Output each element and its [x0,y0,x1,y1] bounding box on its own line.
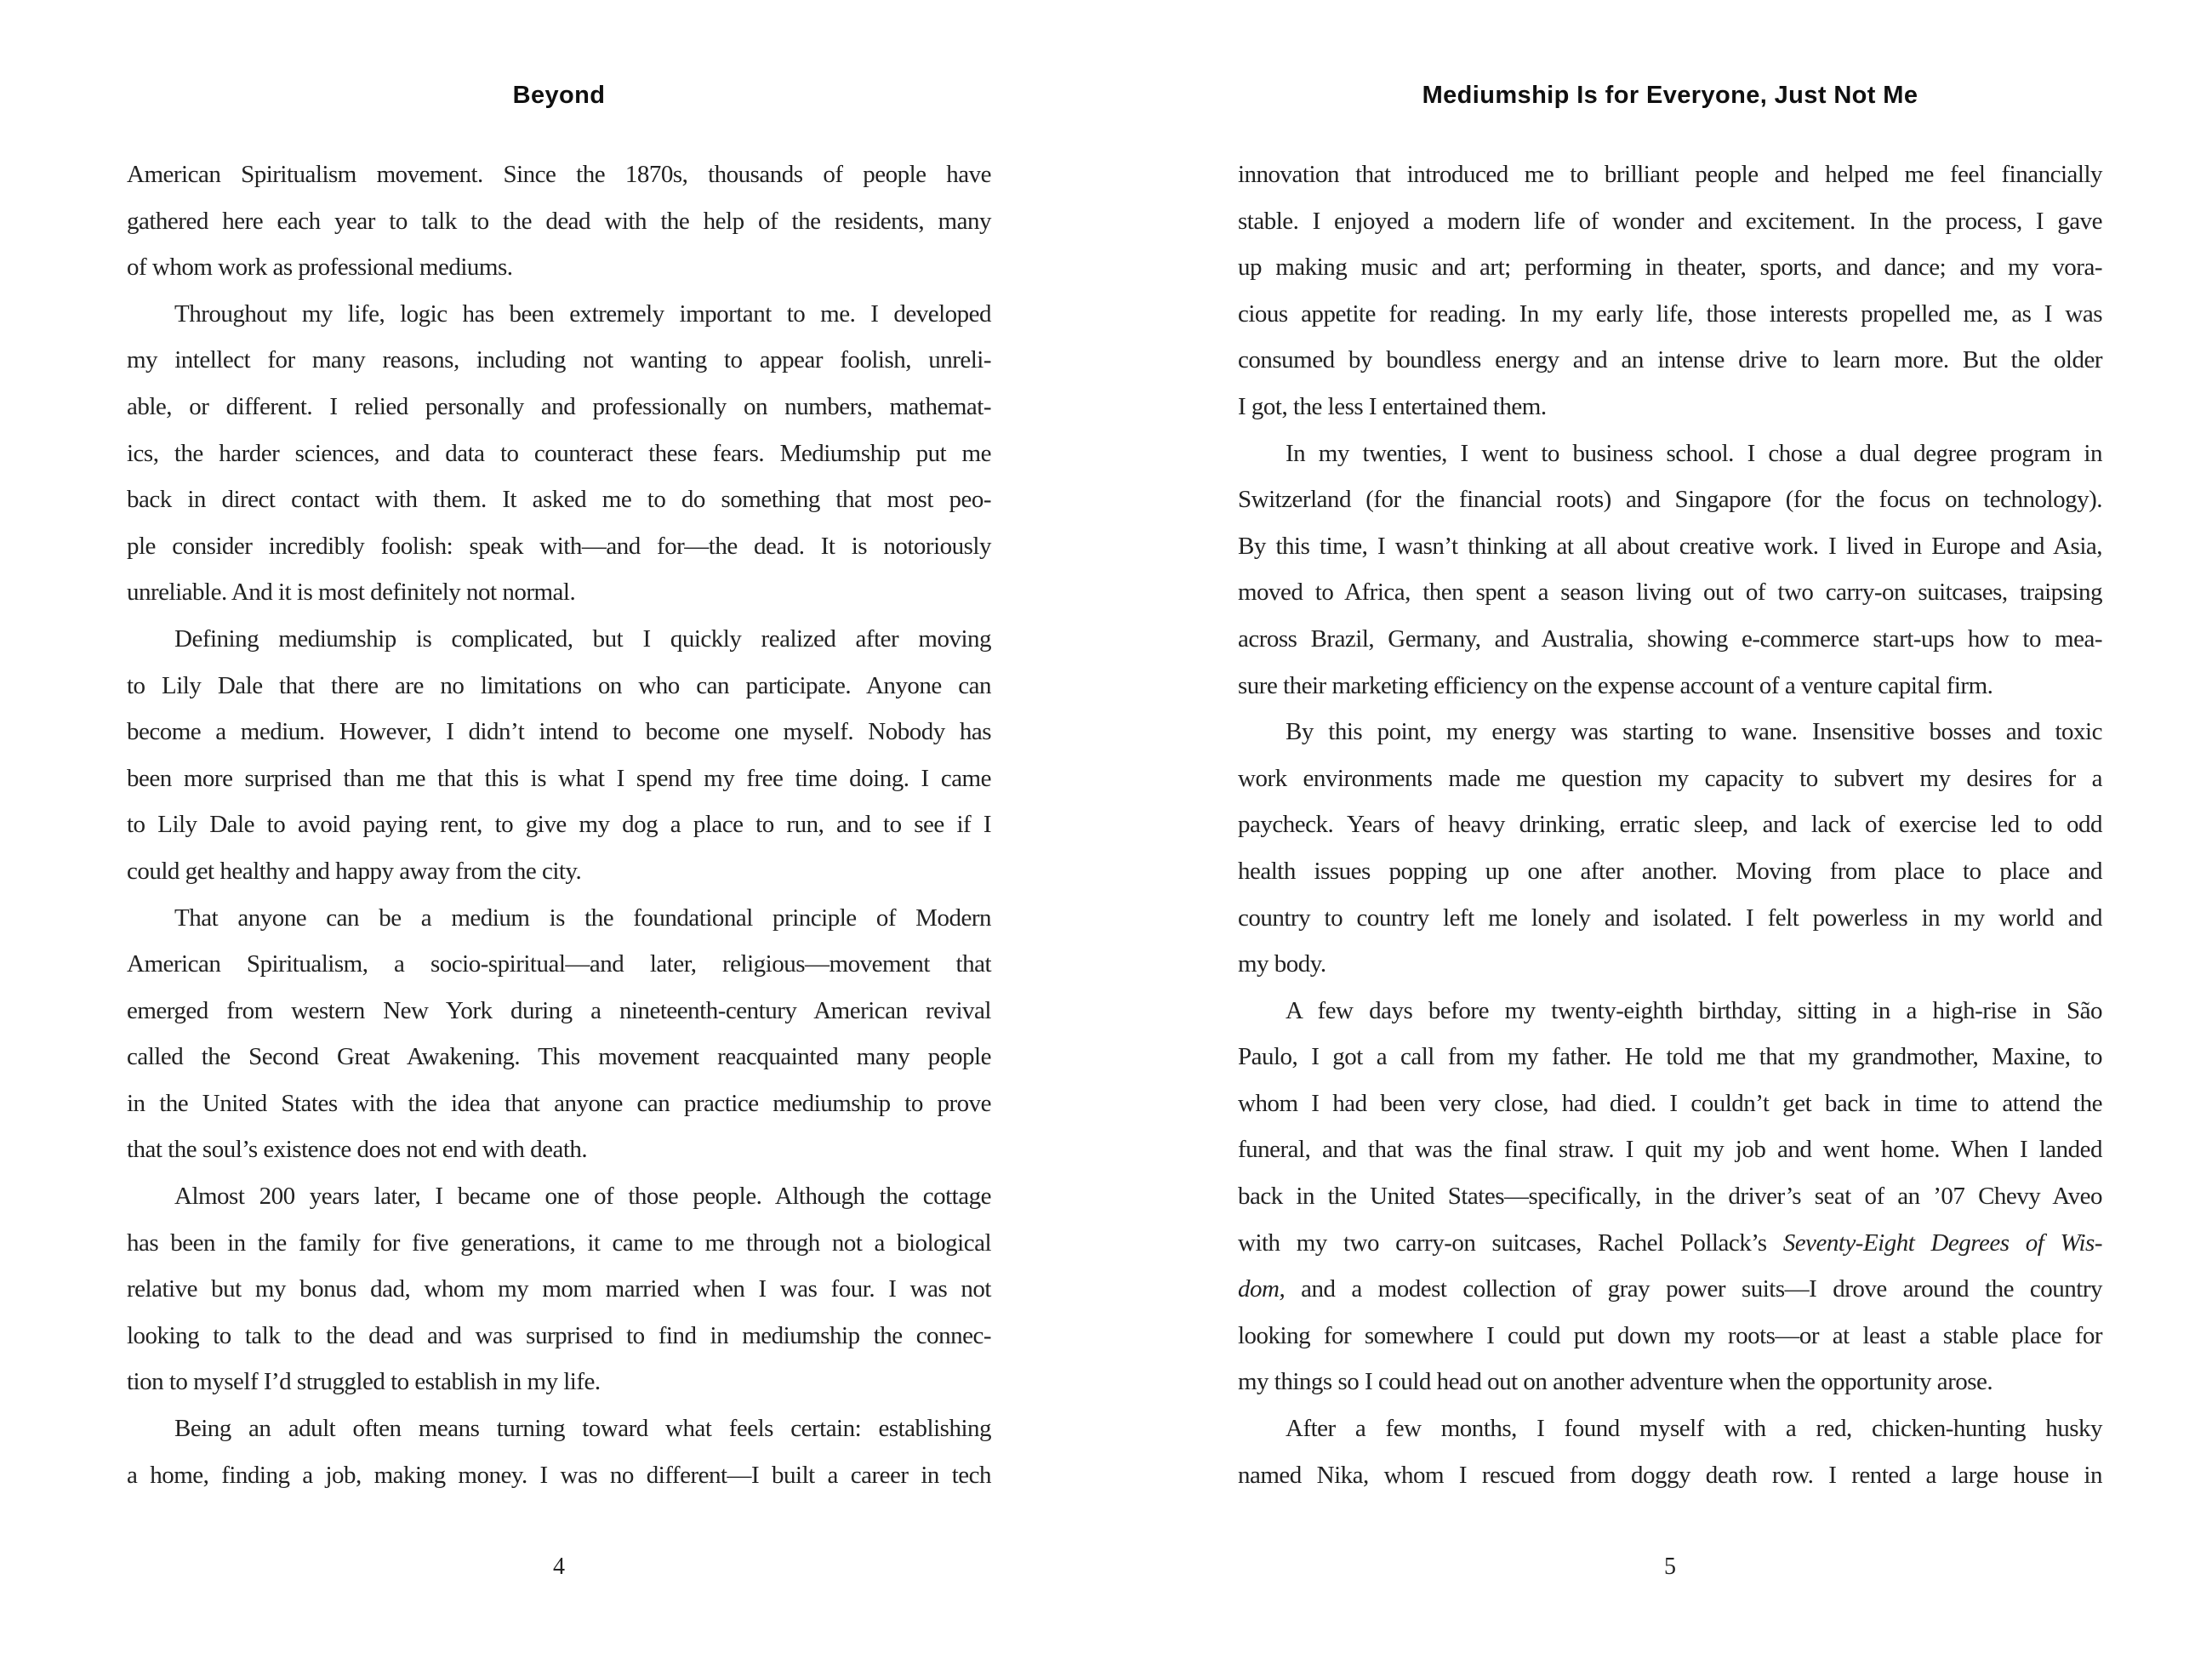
text-line [127,1452,991,1499]
text-line [127,151,991,198]
text-segment: country to country left me lonely and isolated. I felt powerless in my world and [1238,904,2102,932]
text-segment: back in direct contact with them. It asked me to do something that most peo- [127,486,991,514]
text-line [1238,709,2102,755]
text-line [127,523,991,570]
text-line [127,1359,991,1405]
text-line [127,1220,991,1267]
text-segment: That anyone can be a medium is the foundational principle of Modern [174,904,991,932]
text-segment: across Brazil, Germany, and Australia, showing e-commerce start-ups how to mea- [1238,624,2102,653]
text-segment: By this point, my energy was starting to wane. Insensitive bosses and toxic [1286,718,2102,746]
text-segment: sure their marketing efficiency on the expense account of a venture capital firm. [1238,671,1993,699]
page-right [1238,0,2102,1659]
text-line [1238,569,2102,616]
text-line [127,291,991,338]
text-segment: called the Second Great Awakening. This movement reacquainted many people [127,1043,991,1071]
text-segment: looking to talk to the dead and was surprised to find in mediumship the connec- [127,1321,991,1349]
text-line [1238,755,2102,802]
text-line [127,1126,991,1173]
text-segment: Being an adult often means turning toward what feels certain: establishing [174,1415,991,1443]
text-segment: unreliable. And it is most definitely not normal. [127,579,576,607]
running-header-right: Mediumship Is for Everyone, Just Not Me [1422,82,1918,109]
text-segment: up making music and art; performing in theater, sports, and dance; and my vora- [1238,254,2102,282]
text-segment: a home, finding a job, making money. I was no different—I built a career in tech [127,1461,991,1489]
text-segment: and a modest collection of gray power suits—I drove around the country [1285,1275,2102,1303]
page-left-text-block [127,151,991,1498]
text-segment: Switzerland (for the financial roots) and Singapore (for the focus on technology). [1238,486,2102,514]
text-line [127,1266,991,1313]
text-segment: gathered here each year to talk to the dead with the help of the residents, many [127,207,991,235]
text-segment: stable. I enjoyed a modern life of wonder and excitement. In the process, I gave [1238,207,2102,235]
text-segment: has been in the family for five generations, it came to me through not a biological [127,1229,991,1257]
text-segment: ple consider incredibly foolish: speak with—and for—the dead. It is notoriously [127,532,991,560]
text-segment: Almost 200 years later, I became one of those people. Although the cottage [174,1183,991,1211]
text-line [1238,941,2102,988]
text-line [127,941,991,988]
page-right-text-block [1238,151,2102,1498]
text-line [1238,848,2102,895]
text-line [127,1405,991,1452]
text-segment: back in the United States—specifically, in the driver’s seat of an ’07 Chevy Aveo [1238,1183,2102,1211]
text-segment: whom I had been very close, had died. I couldn’t get back in time to attend the [1238,1089,2102,1117]
text-line [127,755,991,802]
text-line [1238,198,2102,245]
text-segment: I got, the less I entertained them. [1238,392,1547,420]
text-segment: innovation that introduced me to brilliant people and helped me feel financially [1238,161,2102,188]
text-line [1238,430,2102,477]
text-segment: could get healthy and happy away from the city. [127,857,582,885]
text-segment: Throughout my life, logic has been extremely important to me. I developed [174,299,991,328]
text-line [1238,616,2102,663]
text-segment: that the soul’s existence does not end with death. [127,1136,588,1164]
text-line [127,1034,991,1080]
text-segment: my body. [1238,950,1326,978]
text-line [1238,151,2102,198]
text-line [127,616,991,663]
running-header-left: Beyond [512,82,606,109]
text-line [1238,1173,2102,1220]
text-segment: By this time, I wasn’t thinking at all about creative work. I lived in Europe and Asia, [1238,532,2102,560]
text-line [127,430,991,477]
text-segment: health issues popping up one after another. Moving from place to place and [1238,857,2102,885]
text-segment: Defining mediumship is complicated, but I quickly realized after moving [174,624,991,653]
text-line [127,988,991,1035]
text-segment: consumed by boundless energy and an intense drive to learn more. But the older [1238,346,2102,374]
text-line [1238,801,2102,848]
text-line [127,1080,991,1127]
text-line [127,569,991,616]
text-line [1238,337,2102,384]
text-segment: named Nika, whom I rescued from doggy death row. I rented a large house in [1238,1461,2102,1489]
text-line [127,848,991,895]
text-segment: looking for somewhere I could put down my roots—or at least a stable place for [1238,1321,2102,1349]
text-line [127,801,991,848]
text-line [1238,663,2102,710]
page-number-left: 4 [553,1554,565,1580]
text-line [1238,476,2102,523]
text-line [127,709,991,755]
italic-text-segment: Seventy-Eight Degrees of Wis- [1782,1229,2102,1257]
text-segment: tion to myself I’d struggled to establish in my life. [127,1368,601,1396]
text-segment: my intellect for many reasons, including not wanting to appear foolish, unreli- [127,346,991,374]
text-line [1238,291,2102,338]
page-number-right: 5 [1664,1554,1676,1580]
text-segment: to Lily Dale that there are no limitations on who can participate. Anyone can [127,671,991,699]
text-line [1238,523,2102,570]
page-left [127,0,991,1659]
text-line [127,384,991,430]
text-line [1238,988,2102,1035]
text-line [1238,895,2102,942]
text-segment: moved to Africa, then spent a season living out of two carry-on suitcases, traipsing [1238,579,2102,607]
text-segment: emerged from western New York during a nineteenth-century American revival [127,996,991,1024]
text-line [1238,1266,2102,1313]
text-line [127,895,991,942]
text-line [1238,1359,2102,1405]
text-segment: A few days before my twenty-eighth birthday, sitting in a high-rise in São [1286,996,2102,1024]
text-line [127,244,991,291]
text-line [1238,1080,2102,1127]
text-line [1238,1452,2102,1499]
text-segment: After a few months, I found myself with a red, chicken-hunting husky [1286,1415,2102,1443]
text-segment: my things so I could head out on another adventure when the opportunity arose. [1238,1368,1993,1396]
text-line [1238,1220,2102,1267]
text-line [1238,1126,2102,1173]
text-segment: funeral, and that was the final straw. I quit my job and went home. When I landed [1238,1136,2102,1164]
text-line [127,663,991,710]
text-line [1238,1405,2102,1452]
text-line [1238,1313,2102,1360]
italic-text-segment: dom, [1238,1275,1286,1303]
text-segment: to Lily Dale to avoid paying rent, to give my dog a place to run, and to see if I [127,811,991,839]
text-segment: American Spiritualism movement. Since the 1870s, thousands of people have [127,161,991,188]
text-segment: been more surprised than me that this is what I spend my free time doing. I came [127,764,991,792]
text-line [1238,384,2102,430]
text-line [127,337,991,384]
text-segment: American Spiritualism, a socio-spiritual—and later, religious—movement that [127,950,991,978]
text-segment: Paulo, I got a call from my father. He told me that my grandmother, Maxine, to [1238,1043,2102,1071]
text-segment: of whom work as professional mediums. [127,254,513,282]
text-segment: become a medium. However, I didn’t intend to become one myself. Nobody has [127,718,991,746]
text-line [127,198,991,245]
text-segment: able, or different. I relied personally and professionally on numbers, mathemat- [127,392,991,420]
text-segment: work environments made me question my capacity to subvert my desires for a [1238,764,2102,792]
text-line [127,1173,991,1220]
text-segment: relative but my bonus dad, whom my mom married when I was four. I was not [127,1275,991,1303]
text-line [127,1313,991,1360]
text-line [1238,244,2102,291]
text-segment: paycheck. Years of heavy drinking, erratic sleep, and lack of exercise led to odd [1238,811,2102,839]
text-segment: cious appetite for reading. In my early life, those interests propelled me, as I was [1238,299,2102,328]
text-segment: in the United States with the idea that anyone can practice mediumship to prove [127,1089,991,1117]
text-line [1238,1034,2102,1080]
text-segment: ics, the harder sciences, and data to counteract these fears. Mediumship put me [127,439,991,467]
text-segment: with my two carry-on suitcases, Rachel Pollack’s [1238,1229,1783,1257]
text-segment: In my twenties, I went to business school. I chose a dual degree program in [1286,439,2102,467]
text-line [127,476,991,523]
